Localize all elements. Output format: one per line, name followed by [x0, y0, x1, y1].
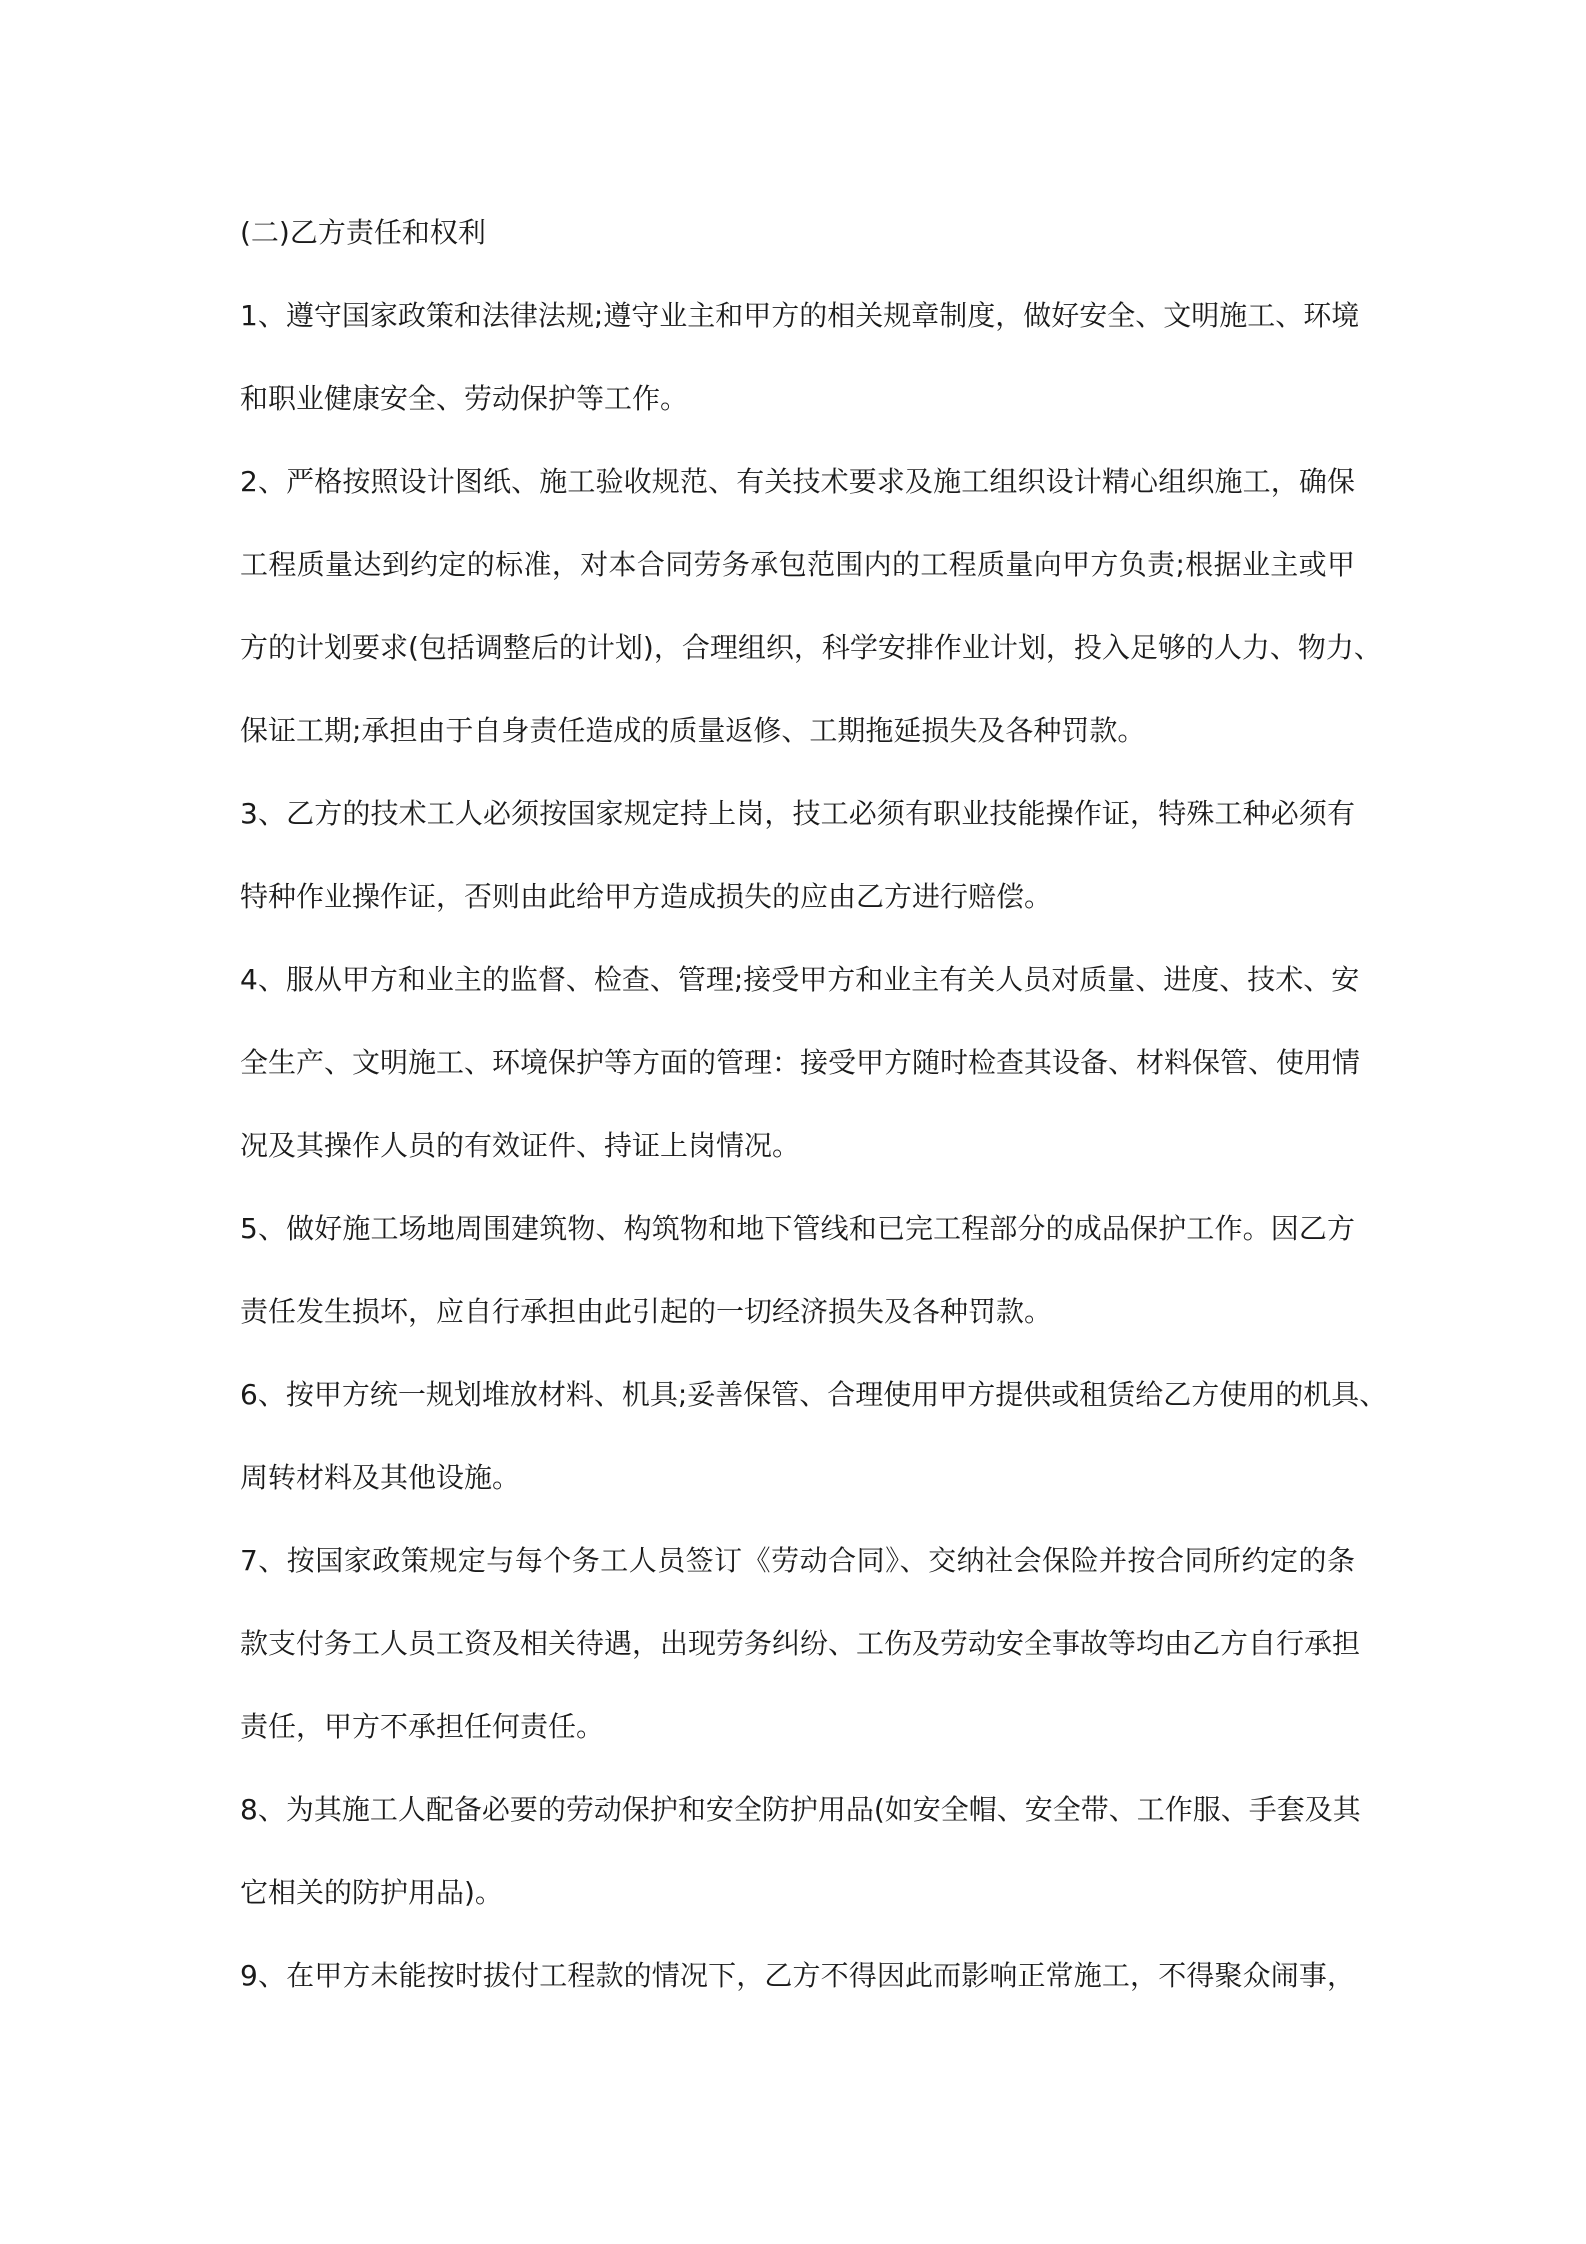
text-line: 它相关的防护用品)。 — [240, 1876, 503, 1909]
text-line: 8、为其施工人配备必要的劳动保护和安全防护用品(如安全帽、安全带、工作服、手套及其 — [240, 1793, 1361, 1826]
text-line: 保证工期;承担由于自身责任造成的质量返修、工期拖延损失及各种罚款。 — [240, 714, 1146, 747]
text-line: 1、遵守国家政策和法律法规;遵守业主和甲方的相关规章制度，做好安全、文明施工、环境 — [240, 299, 1360, 332]
text-line: 全生产、文明施工、环境保护等方面的管理：接受甲方随时检查其设备、材料保管、使用情 — [240, 1046, 1361, 1079]
text-line: 责任，甲方不承担任何责任。 — [240, 1710, 605, 1743]
text-line: 6、按甲方统一规划堆放材料、机具;妥善保管、合理使用甲方提供或租赁给乙方使用的机具、 — [240, 1378, 1388, 1411]
text-line: 责任发生损坏，应自行承担由此引起的一切经济损失及各种罚款。 — [240, 1295, 1053, 1328]
text-line: 款支付务工人员工资及相关待遇，出现劳务纠纷、工伤及劳动安全事故等均由乙方自行承担 — [240, 1627, 1361, 1660]
section-heading: (二)乙方责任和权利 — [240, 216, 486, 249]
text-line: 2、严格按照设计图纸、施工验收规范、有关技术要求及施工组织设计精心组织施工，确保 — [240, 465, 1355, 498]
text-line: 况及其操作人员的有效证件、持证上岗情况。 — [240, 1129, 801, 1162]
text-line: 周转材料及其他设施。 — [240, 1461, 521, 1494]
text-line: 特种作业操作证，否则由此给甲方造成损失的应由乙方进行赔偿。 — [240, 880, 1053, 913]
text-line: 和职业健康安全、劳动保护等工作。 — [240, 382, 689, 415]
text-line: 5、做好施工场地周围建筑物、构筑物和地下管线和已完工程部分的成品保护工作。因乙方 — [240, 1212, 1355, 1245]
document-body — [240, 208, 1388, 2034]
text-line: 3、乙方的技术工人必须按国家规定持上岗，技工必须有职业技能操作证，特殊工种必须有 — [240, 797, 1355, 830]
text-line: 工程质量达到约定的标准，对本合同劳务承包范围内的工程质量向甲方负责;根据业主或甲 — [240, 548, 1355, 581]
text-line: 方的计划要求(包括调整后的计划)，合理组织，科学安排作业计划，投入足够的人力、物力、 — [240, 631, 1382, 664]
text-line: 9、在甲方未能按时拔付工程款的情况下，乙方不得因此而影响正常施工，不得聚众闹事， — [240, 1959, 1355, 1992]
text-line: 4、服从甲方和业主的监督、检查、管理;接受甲方和业主有关人员对质量、进度、技术、安 — [240, 963, 1360, 996]
text-line: 7、按国家政策规定与每个务工人员签订《劳动合同》、交纳社会保险并按合同所约定的条 — [240, 1544, 1355, 1577]
